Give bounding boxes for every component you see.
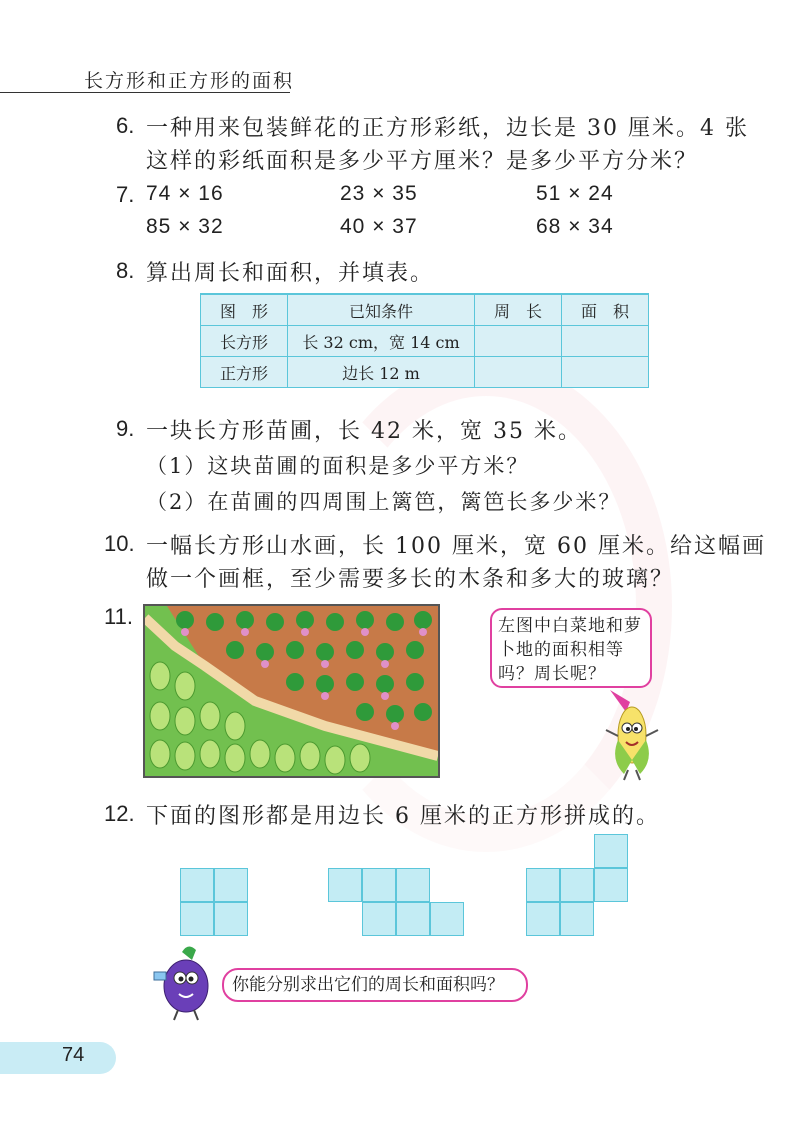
bubble-line: 吗？周长呢？ [498, 664, 606, 684]
unit-square [214, 868, 248, 902]
corn-mascot-icon [600, 690, 664, 782]
q9-sub1: （1）这块苗圃的面积是多少平方米？ [146, 454, 530, 478]
area-answer-cell[interactable] [562, 357, 649, 388]
eggplant-speech-bubble: 你能分别求出它们的周长和面积吗？ [222, 968, 528, 1002]
q7-item: 40 × 37 [340, 215, 418, 238]
table-cell: 边长 12 m [288, 357, 475, 388]
unit-square [560, 868, 594, 902]
q9-text: 一块长方形苗圃，长 42 米，宽 35 米。 [146, 419, 582, 444]
q7-item: 68 × 34 [536, 215, 614, 238]
unit-square [328, 868, 362, 902]
area-answer-cell[interactable] [562, 326, 649, 357]
table-header-row [201, 294, 649, 326]
unit-square [180, 868, 214, 902]
table-cell: 长方形 [201, 326, 288, 357]
header-rule [0, 92, 290, 93]
garden-drawing [145, 606, 438, 776]
unit-square [396, 868, 430, 902]
unit-square [396, 902, 430, 936]
table-header-cell: 周 长 [475, 294, 562, 326]
page-number: 74 [62, 1044, 85, 1066]
unit-square [526, 902, 560, 936]
q6-number: 6. [116, 113, 135, 138]
unit-square [214, 902, 248, 936]
q6-line2: 这样的彩纸面积是多少平方厘米？是多少平方分米？ [146, 149, 699, 174]
corn-speech-bubble [490, 608, 652, 688]
q7-item: 23 × 35 [340, 182, 418, 205]
q7-item: 85 × 32 [146, 215, 224, 238]
q10-line2: 做一个画框，至少需要多长的木条和多大的玻璃？ [146, 567, 675, 592]
table-row [201, 357, 649, 388]
q6-line1: 一种用来包装鲜花的正方形彩纸，边长是 30 厘米。4 张 [146, 116, 749, 141]
perimeter-answer-cell[interactable] [475, 357, 562, 388]
q7-item: 74 × 16 [146, 182, 224, 205]
vegetable-garden-illustration [143, 604, 440, 778]
unit-square [362, 868, 396, 902]
q12-text: 下面的图形都是用边长 6 厘米的正方形拼成的。 [146, 804, 660, 829]
table-header-cell: 面 积 [562, 294, 649, 326]
table-header-cell: 已知条件 [288, 294, 475, 326]
q7-item: 51 × 24 [536, 182, 614, 205]
bubble-line: 卜地的面积相等 [498, 640, 624, 660]
unit-square [594, 868, 628, 902]
unit-square [560, 902, 594, 936]
q8-text: 算出周长和面积，并填表。 [146, 261, 435, 286]
bubble-line: 左图中白菜地和萝 [498, 616, 642, 636]
unit-square [430, 902, 464, 936]
q8-number: 8. [116, 258, 135, 283]
eggplant-mascot-icon [152, 942, 218, 1022]
q9-sub2: （2）在苗圃的四周围上篱笆，篱笆长多少米？ [146, 490, 622, 514]
perimeter-answer-cell[interactable] [475, 326, 562, 357]
q10-line1: 一幅长方形山水画，长 100 厘米，宽 60 厘米。给这幅画 [146, 534, 766, 559]
unit-square [526, 868, 560, 902]
q12-number: 12. [104, 801, 135, 826]
unit-square [594, 834, 628, 868]
unit-square [180, 902, 214, 936]
unit-square [362, 902, 396, 936]
q9-number: 9. [116, 416, 135, 441]
q10-number: 10. [104, 531, 135, 556]
conditions-table [200, 293, 649, 388]
q11-number: 11. [104, 604, 133, 629]
table-row [201, 326, 649, 357]
section-title: 长方形和正方形的面积 [84, 70, 295, 92]
page-number-tab [0, 1042, 116, 1074]
table-cell: 正方形 [201, 357, 288, 388]
q7-number: 7. [116, 182, 135, 207]
table-cell: 长 32 cm，宽 14 cm [288, 326, 475, 357]
table-header-cell: 图 形 [201, 294, 288, 326]
